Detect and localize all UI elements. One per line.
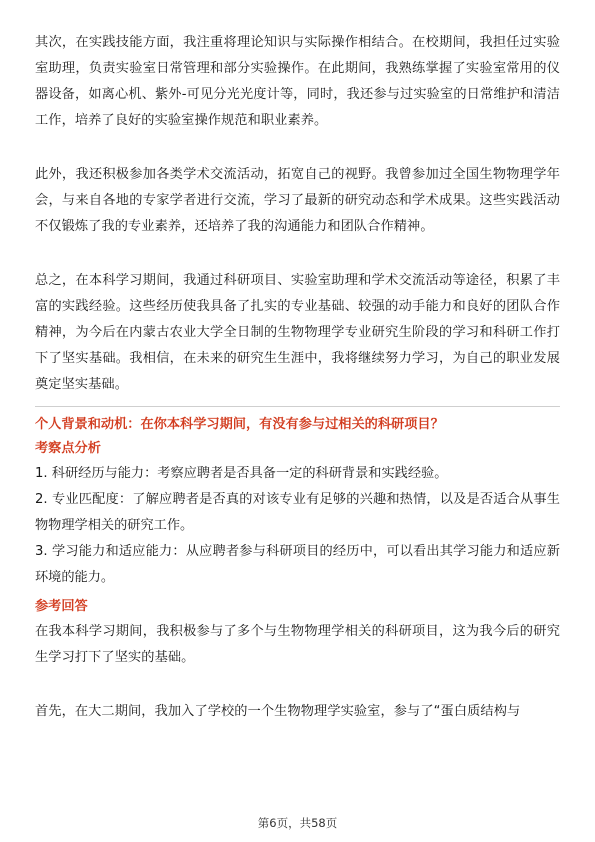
paragraph-practical-skills: 其次，在实践技能方面，我注重将理论知识与实际操作相结合。在校期间，我担任过实验室助理，负责实验室日常管理和部分实验操作。在此期间，我熟练掌握了实验室常用的仪器设备，如离心机、紫外-可见分光光度计等，同时，我还参与过实验室的日常维护和清洁工作，培养了良好的实验室操作规范和职业素养。 [35,35,560,128]
analysis-title: 考察点分析 [35,441,101,456]
answer-paragraph-2: 首先，在大二期间，我加入了学校的一个生物物理学实验室，参与了“蛋白质结构与 [35,704,521,719]
question-heading: 个人背景和动机：在你本科学习期间，有没有参与过相关的科研项目？ [35,417,444,432]
analysis-item-2: 2. 专业匹配度：了解应聘者是否真的对该专业有足够的兴趣和热情，以及是否适合从事生物物理学相关的研究工作。 [35,492,560,533]
paragraph-academic-exchange: 此外，我还积极参加各类学术交流活动，拓宽自己的视野。我曾参加过全国生物物理学年会，与来自各地的专家学者进行交流，学习了最新的研究动态和学术成果。这些实践活动不仅锻炼了我的专业素养，还培养了我的沟通能力和团队合作精神。 [35,167,560,234]
paragraph-summary: 总之，在本科学习期间，我通过科研项目、实验室助理和学术交流活动等途径，积累了丰富的实践经验。这些经历使我具备了扎实的专业基础、较强的动手能力和良好的团队合作精神，为今后在内蒙古农业大学全日制的生物物理学专业研究生阶段的学习和科研工作打下了坚实基础。我相信，在未来的研究生生涯中，我将继续努力学习，为自己的职业发展奠定坚实基础。 [35,273,560,392]
analysis-item-1: 1. 科研经历与能力：考察应聘者是否具备一定的科研背景和实践经验。 [35,466,448,481]
document-body [35,30,560,725]
section-divider [35,406,560,407]
answer-paragraph-1: 在我本科学习期间，我积极参与了多个与生物物理学相关的科研项目，这为我今后的研究生学习打下了坚实的基础。 [35,624,560,665]
page-number-footer: 第6页，共58页 [257,816,338,830]
answer-title: 参考回答 [35,599,88,614]
analysis-item-3: 3. 学习能力和适应能力：从应聘者参与科研项目的经历中，可以看出其学习能力和适应新环境的能力。 [35,544,560,585]
